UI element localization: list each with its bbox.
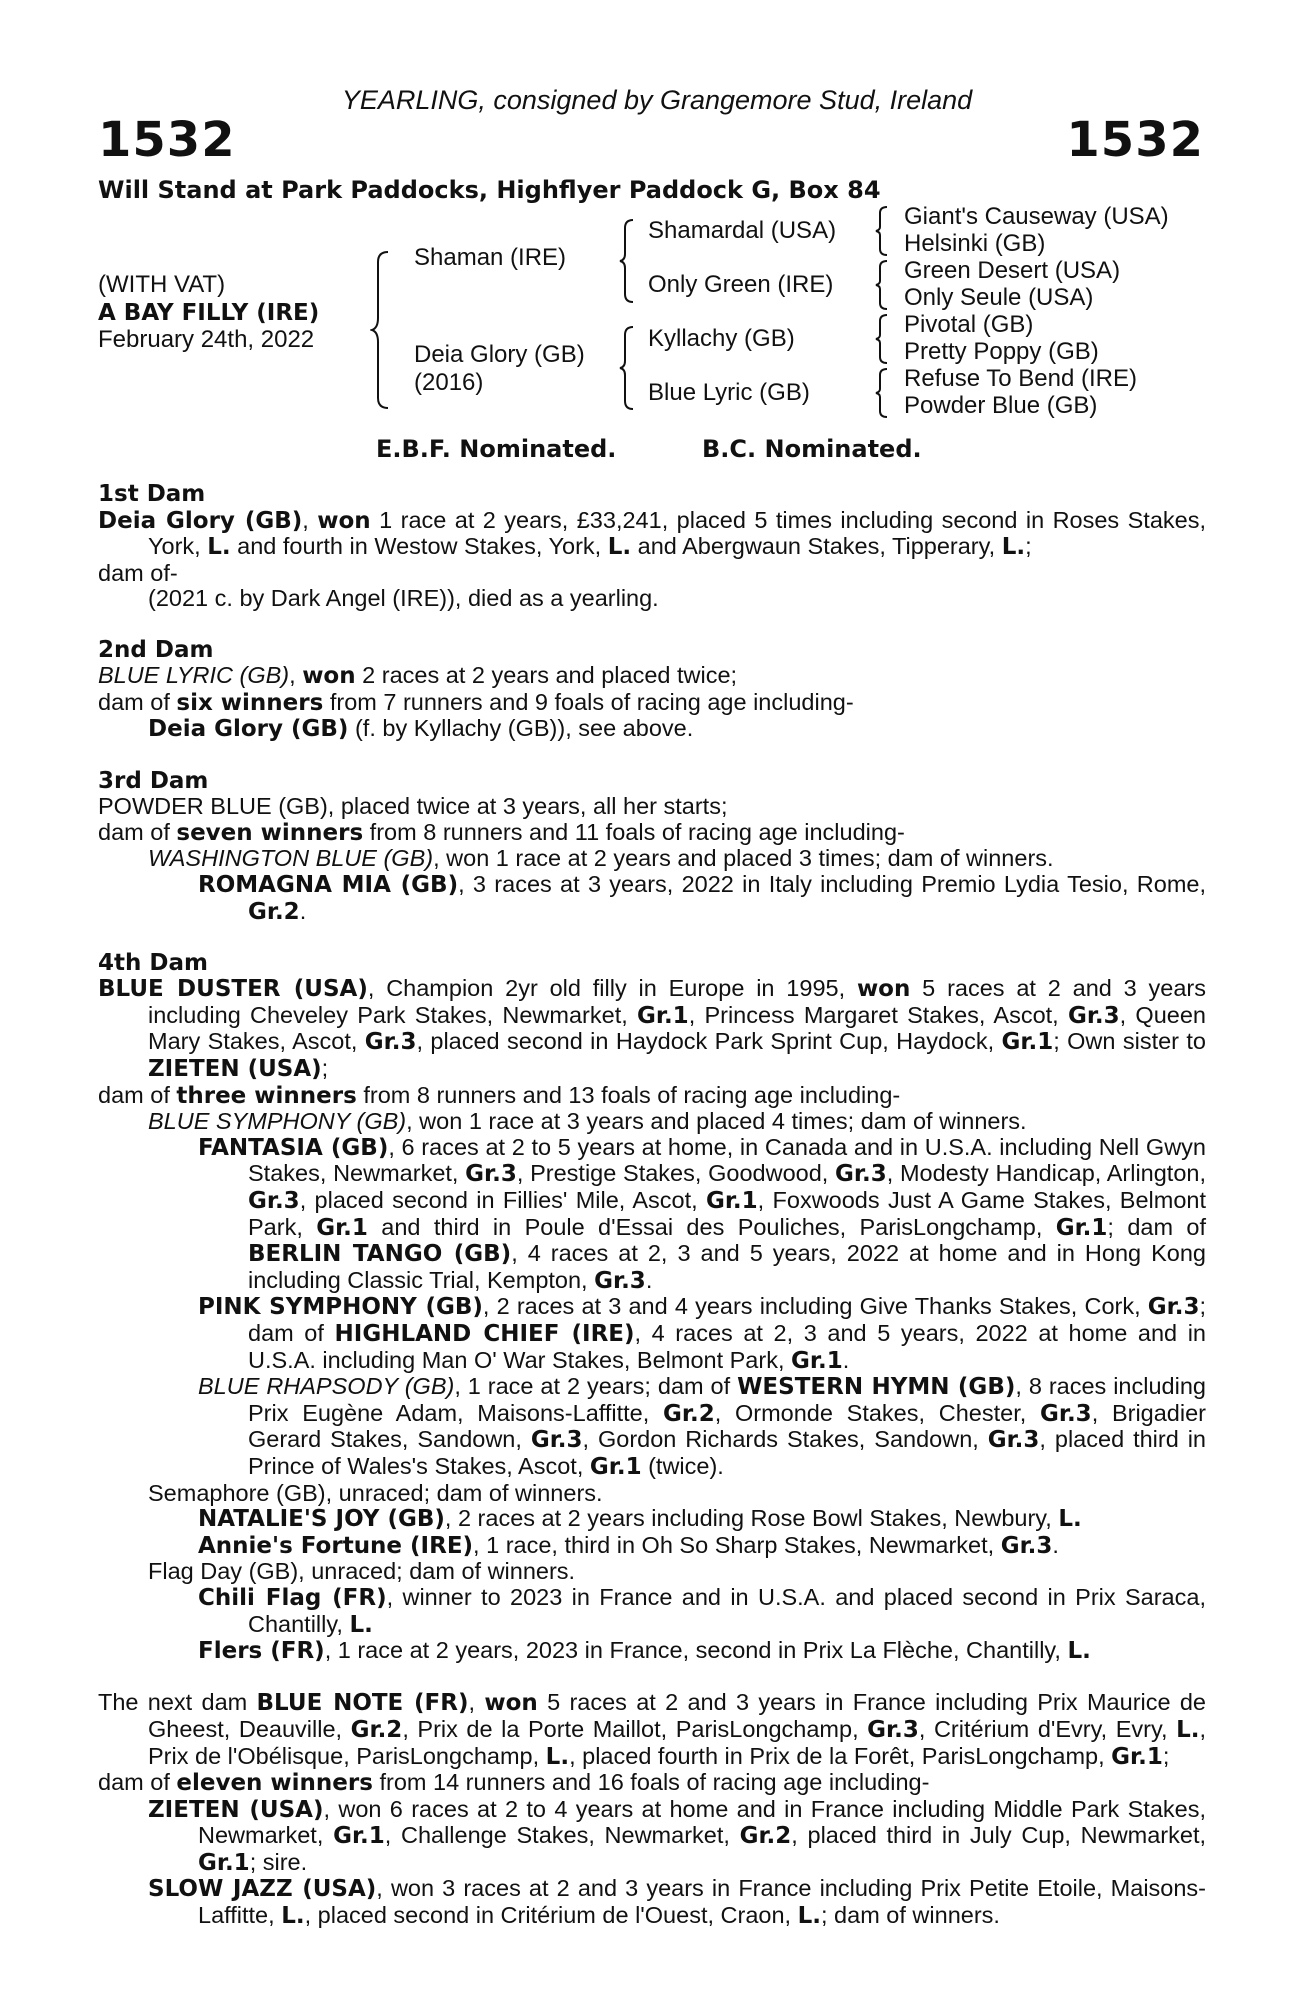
ancestor-3: Green Desert (USA) [904,257,1121,284]
fantasia-line: FANTASIA (GB), 6 races at 2 to 5 years at home, in Canada and in U.S.A. including Nell Gwyn Stakes, Newmarket, Gr.3, Prestige Stakes, Goodwood, Gr.3, Modesty Handicap, Arlington, Gr.3, placed second in Fillies' Mile, Ascot, Gr.1, Foxwoods Just A Game Stakes, Belmont Park, Gr.1 and third in Poule d'Essai des Pouliches, ParisLongchamp, Gr.1; dam of BERLIN TANGO (GB), 4 races at 2, 3 and 5 years, 2022 at home and in Hong Kong including Classic Trial, Kempton, Gr.3. [198,1133,1207,1294]
next-dam-record: The next dam BLUE NOTE (FR), won 5 races at 2 and 3 years in France including Prix Maurice de Gheest, Deauville, Gr.2, Prix de la Porte Maillot, ParisLongchamp, Gr.3, Critérium d'Evry, Evry, L., Prix de l'Obélisque, ParisLongchamp, L., placed fourth in Prix de la Forêt, ParisLongchamp, Gr.1; [98,1689,1207,1770]
ancestor-4: Only Seule (USA) [904,284,1094,311]
ancestor-5: Pivotal (GB) [904,311,1034,338]
brace-main [370,250,392,410]
third-dam-grandchild-1: ROMAGNA MIA (GB), 3 races at 3 years, 2022 in Italy including Premio Lydia Tesio, Rome, Gr.2. [198,870,1206,925]
third-dam-section [98,769,1206,926]
sire: Shaman (IRE) [414,244,567,271]
blue-rhapsody-line: BLUE RHAPSODY (GB), 1 race at 2 years; dam of WESTERN HYMN (GB), 8 races including Prix Eugène Adam, Maisons-Laffitte, Gr.2, Ormonde Stakes, Chester, Gr.3, Brigadier Gerard Stakes, Sandown, Gr.3, Gordon Richards Stakes, Sandown, Gr.3, placed third in Prince of Wales's Stakes, Ascot, Gr.1 (twice). [198,1373,1207,1480]
sire-dam: Only Green (IRE) [648,271,834,298]
brace-g1 [874,205,890,257]
first-dam-produce: (2021 c. by Dark Angel (IRE)), died as a yearling. [148,585,659,612]
lot-number-left: 1532 [98,112,236,168]
fourth-dam-record: BLUE DUSTER (USA), Champion 2yr old filly in Europe in 1995, won 5 races at 2 and 3 years including Cheveley Park Stakes, Newmarket, Gr.1, Princess Margaret Stakes, Ascot, Gr.3, Queen Mary Stakes, Ascot, Gr.3, placed second in Haydock Park Sprint Cup, Haydock, Gr.1; Own sister to ZIETEN (USA); [98,975,1207,1083]
natalies-joy-line: NATALIE'S JOY (GB), 2 races at 2 years including Rose Bowl Stakes, Newbury, L. [198,1505,1082,1533]
second-dam-heading: 2nd Dam [98,636,214,663]
first-dam-heading: 1st Dam [98,481,206,507]
stand-location: Will Stand at Park Paddocks, Highflyer Paddock G, Box 84 [98,176,881,204]
dam: Deia Glory (GB) [414,341,585,368]
zieten-line: ZIETEN (USA), won 6 races at 2 to 4 years at home and in France including Middle Park Stakes, Newmarket, Gr.1, Challenge Stakes, Newmarket, Gr.2, placed third in July Cup, Newmarket, Gr.1; sire. [148,1795,1207,1876]
flers-line: Flers (FR), 1 race at 2 years, 2023 in France, second in Prix La Flèche, Chantilly, L. [198,1637,1091,1665]
bc-nomination: B.C. Nominated. [702,435,922,463]
dam-sire: Kyllachy (GB) [648,325,795,352]
consignor-line: YEARLING, consigned by Grangemore Stud, Ireland [341,85,973,115]
blue-symphony-line: BLUE SYMPHONY (GB), won 1 race at 3 years and placed 4 times; dam of winners. [148,1108,1027,1135]
pink-symphony-line: PINK SYMPHONY (GB), 2 races at 3 and 4 years including Give Thanks Stakes, Cork, Gr.3; dam of HIGHLAND CHIEF (IRE), 4 races at 2, 3 and 5 years, 2022 at home and in U.S.A. including Man O' War Stakes, Belmont Park, Gr.1. [198,1293,1207,1374]
ancestor-2: Helsinki (GB) [904,230,1046,257]
chili-flag-line: Chili Flag (FR), winner to 2023 in France and in U.S.A. and placed second in Prix Saraca, Chantilly, L. [198,1583,1206,1638]
semaphore-line: Semaphore (GB), unraced; dam of winners. [148,1479,603,1506]
sire-sire: Shamardal (USA) [648,217,837,244]
first-dam-damof: dam of- [98,559,178,586]
brace-g2 [874,259,890,311]
annies-fortune-line: Annie's Fortune (IRE), 1 race, third in Oh So Sharp Stakes, Newmarket, Gr.3. [198,1531,1059,1559]
flag-day-line: Flag Day (GB), unraced; dam of winners. [148,1558,576,1585]
ancestor-6: Pretty Poppy (GB) [904,338,1099,365]
ebf-nomination: E.B.F. Nominated. [376,435,617,463]
brace-g3 [874,313,890,365]
next-dam-section [98,1690,1206,1929]
ancestor-8: Powder Blue (GB) [904,392,1098,419]
ancestor-7: Refuse To Bend (IRE) [904,365,1138,392]
brace-sire [618,218,636,304]
first-dam-record: Deia Glory (GB), won 1 race at 2 years, £33,241, placed 5 times including second in Roses Stakes, York, L. and fourth in Westow Stakes, York, L. and Abergwaun Stakes, Tipperary, L.; [98,506,1206,561]
third-dam-record: POWDER BLUE (GB), placed twice at 3 years, all her starts; [98,793,728,820]
horse-name: A BAY FILLY (IRE) [98,300,320,326]
third-dam-damof: dam of seven winners from 8 runners and 11 foals of racing age including- [98,818,905,846]
first-dam-section [98,482,1206,612]
third-dam-child-1: WASHINGTON BLUE (GB), won 1 race at 2 years and placed 3 times; dam of winners. [148,845,1054,872]
slow-jazz-line: SLOW JAZZ (USA), won 3 races at 2 and 3 years in France including Prix Petite Etoile, Maisons-Laffitte, L., placed second in Critérium de l'Ouest, Craon, L.; dam of winners. [148,1875,1206,1930]
third-dam-heading: 3rd Dam [98,767,209,794]
second-dam-damof: dam of six winners from 7 runners and 9 foals of racing age including- [98,688,854,716]
fourth-dam-damof: dam of three winners from 8 runners and 13 foals of racing age including- [98,1081,901,1109]
next-dam-damof: dam of eleven winners from 14 runners and 16 foals of racing age including- [98,1769,930,1797]
dam-year: (2016) [414,369,484,396]
vat-note: (WITH VAT) [98,271,226,298]
foaling-date: February 24th, 2022 [98,326,315,353]
ancestor-1: Giant's Causeway (USA) [904,203,1169,230]
lot-number-right: 1532 [1066,112,1204,168]
second-dam-record: BLUE LYRIC (GB), won 2 races at 2 years and placed twice; [98,662,738,690]
family-history [98,482,1206,1930]
second-dam-section [98,638,1206,743]
second-dam-child: Deia Glory (GB) (f. by Kyllachy (GB)), see above. [148,715,694,743]
brace-g4 [874,367,890,419]
fourth-dam-heading: 4th Dam [98,949,208,976]
fourth-dam-section [98,951,1206,1665]
brace-dam [618,325,636,411]
dam-dam: Blue Lyric (GB) [648,379,810,406]
